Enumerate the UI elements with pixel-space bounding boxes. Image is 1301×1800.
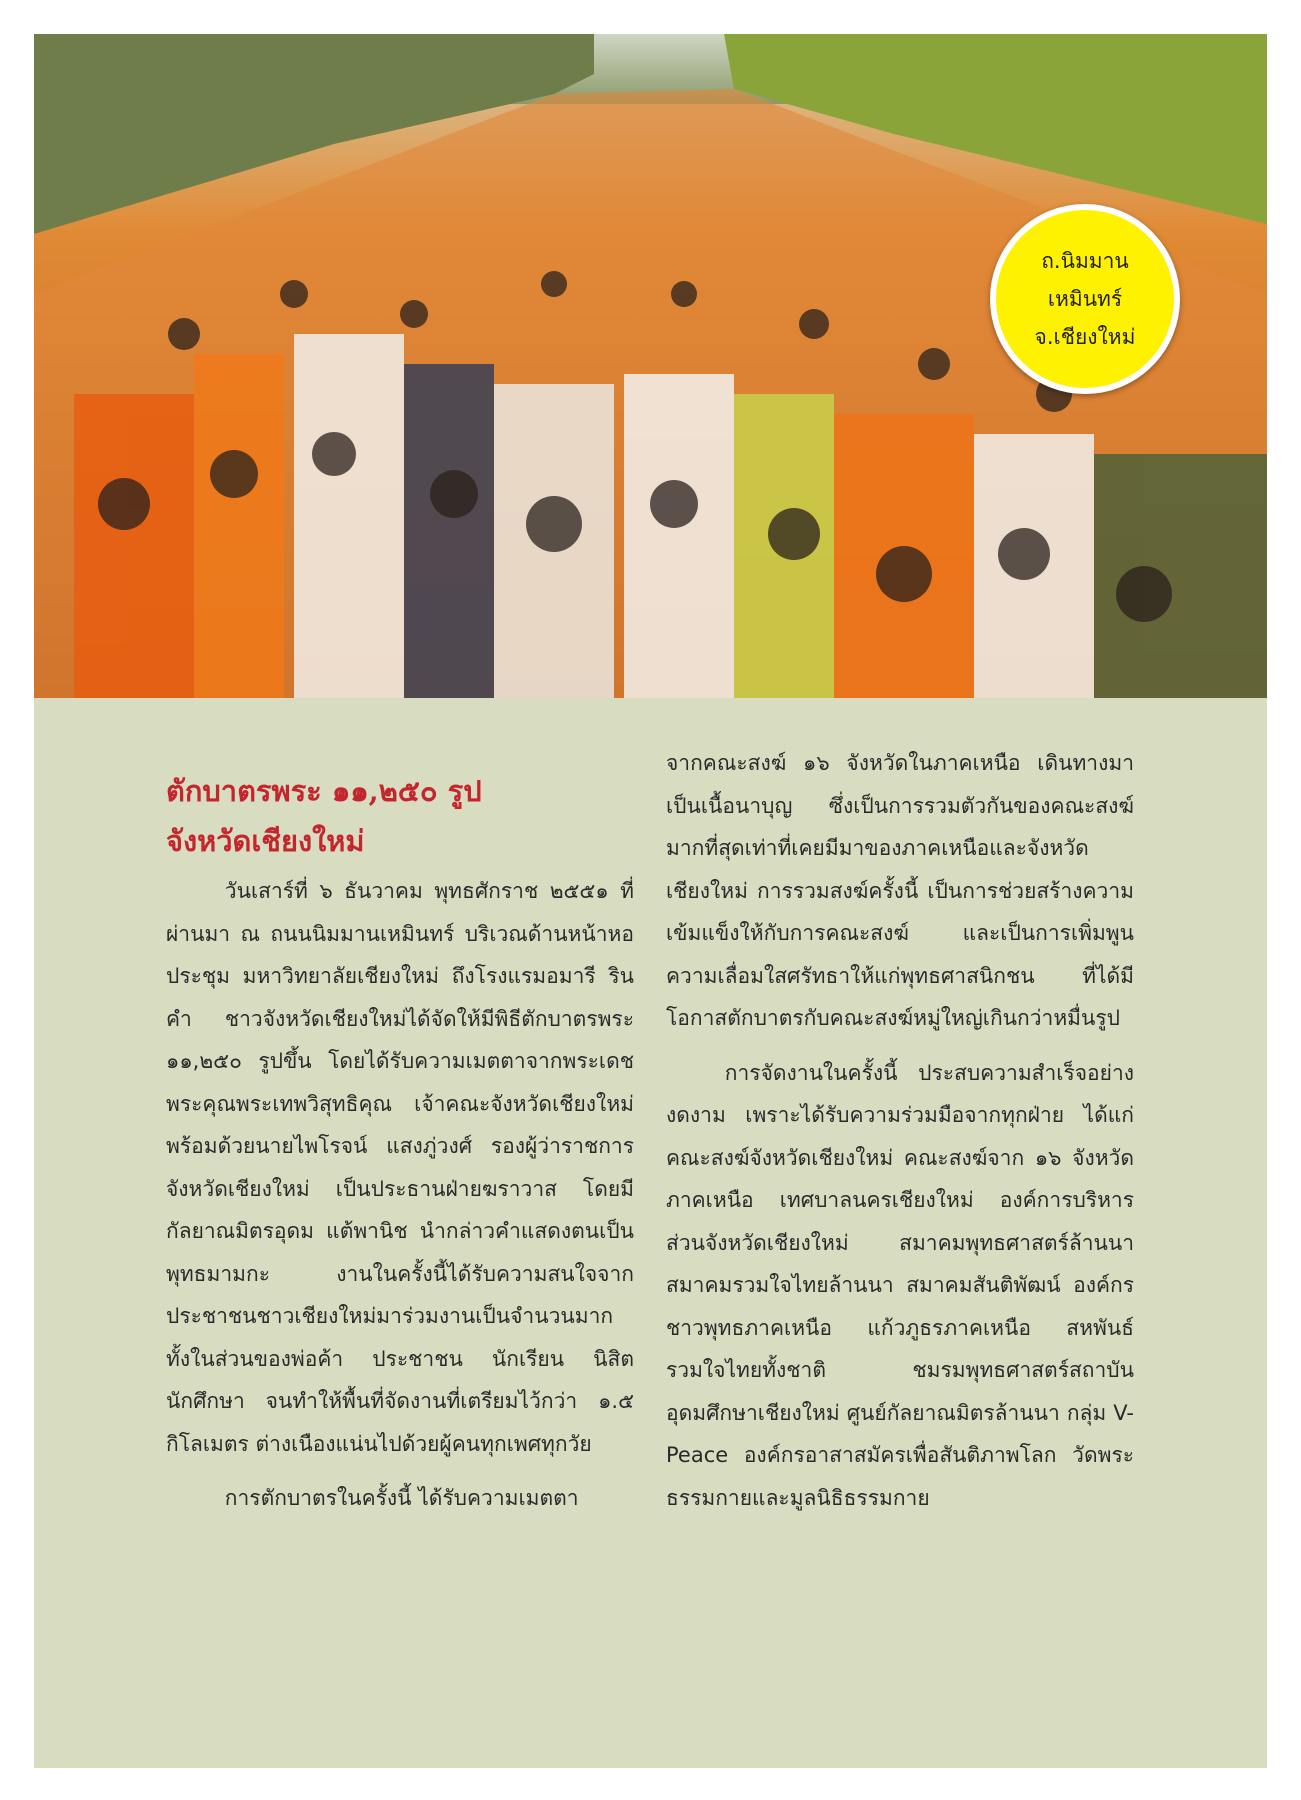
paragraph-left-2: การตักบาตรในครั้งนี้ ได้รับความเมตตา [224,1486,579,1510]
article-title-line2: จังหวัดเชียงใหม่ [166,824,365,858]
article-column-left [166,742,634,1532]
article-title [166,766,634,866]
location-badge [990,204,1180,394]
badge-line-province: จ.เชียงใหม่ [1034,325,1136,349]
paragraph-right-2: การจัดงานในครั้งนี้ ประสบความสำเร็จอย่างงดงาม เพราะได้รับความร่วมมือจากทุกฝ่าย ได้แก่ คณะสงฆ์จังหวัดเชียงใหม่ คณะสงฆ์จาก ๑๖ จังหวัดภาคเหนือ เทศบาลนครเชียงใหม่ องค์การบริหารส่วนจังหวัดเชียงใหม่ สมาคมพุทธศาสตร์ล้านนา สมาคมรวมใจไทยล้านนา สมาคมสันติพัฒน์ องค์กรชาวพุทธภาคเหนือ แก้วภูธรภาคเหนือ สหพันธ์รวมใจไทยทั้งชาติ ชมรมพุทธศาสตร์สถาบันอุดมศึกษาเชียงใหม่ ศูนย์กัลยาณมิตรล้านนา กลุ่ม V-Peace องค์กรอาสาสมัครเพื่อสันติภาพโลก วัดพระธรรมกายและมูลนิธิธรรมกาย [666,1060,1134,1510]
alms-crowd-photo [34,34,1267,698]
paragraph-right-1: จากคณะสงฆ์ ๑๖ จังหวัดในภาคเหนือ เดินทางมาเป็นเนื้อนาบุญ ซึ่งเป็นการรวมตัวกันของคณะสงฆ์มากที่สุดเท่าที่เคยมีมาของภาคเหนือและจังหวัดเชียงใหม่ การรวมสงฆ์ครั้งนี้ เป็นการช่วยสร้างความเข้มแข็งให้กับการคณะสงฆ์ และเป็นการเพิ่มพูนความเลื่อมใสศรัทธาให้แก่พุทธศาสนิกชน ที่ได้มีโอกาสตักบาตรกับคณะสงฆ์หมู่ใหญ่เกินกว่าหมื่นรูป [666,751,1134,1030]
paragraph-left-1: วันเสาร์ที่ ๖ ธันวาคม พุทธศักราช ๒๕๕๑ ที่ผ่านมา ณ ถนนนิมมานเหมินทร์ บริเวณด้านหน้าหอประชุม มหาวิทยาลัยเชียงใหม่ ถึงโรงแรมอมารี รินคำ ชาวจังหวัดเชียงใหม่ได้จัดให้มีพิธีตักบาตรพระ ๑๑,๒๕๐ รูปขึ้น โดยได้รับความเมตตาจากพระเดชพระคุณพระเทพวิสุทธิคุณ เจ้าคณะจังหวัดเชียงใหม่ พร้อมด้วยนายไพโรจน์ แสงภู่วงศ์ รองผู้ว่าราชการจังหวัดเชียงใหม่ เป็นประธานฝ่ายฆราวาส โดยมีกัลยาณมิตรอุดม แต้พานิช นำกล่าวคำแสดงตนเป็นพุทธมามกะ งานในครั้งนี้ได้รับความสนใจจากประชาชนชาวเชียงใหม่มาร่วมงานเป็นจำนวนมาก ทั้งในส่วนของพ่อค้า ประชาชน นักเรียน นิสิต นักศึกษา จนทำให้พื้นที่จัดงานที่เตรียมไว้กว่า ๑.๕ กิโลเมตร ต่างเนืองแน่นไปด้วยผู้คนทุกเพศทุกวัย [166,879,634,1456]
article-title-line1: ตักบาตรพระ ๑๑,๒๕๐ รูป [166,774,482,808]
article-column-right [666,742,1134,1531]
badge-line-name: เหมินทร์ [1047,287,1123,311]
badge-line-road: ถ.นิมมาน [1041,249,1129,273]
